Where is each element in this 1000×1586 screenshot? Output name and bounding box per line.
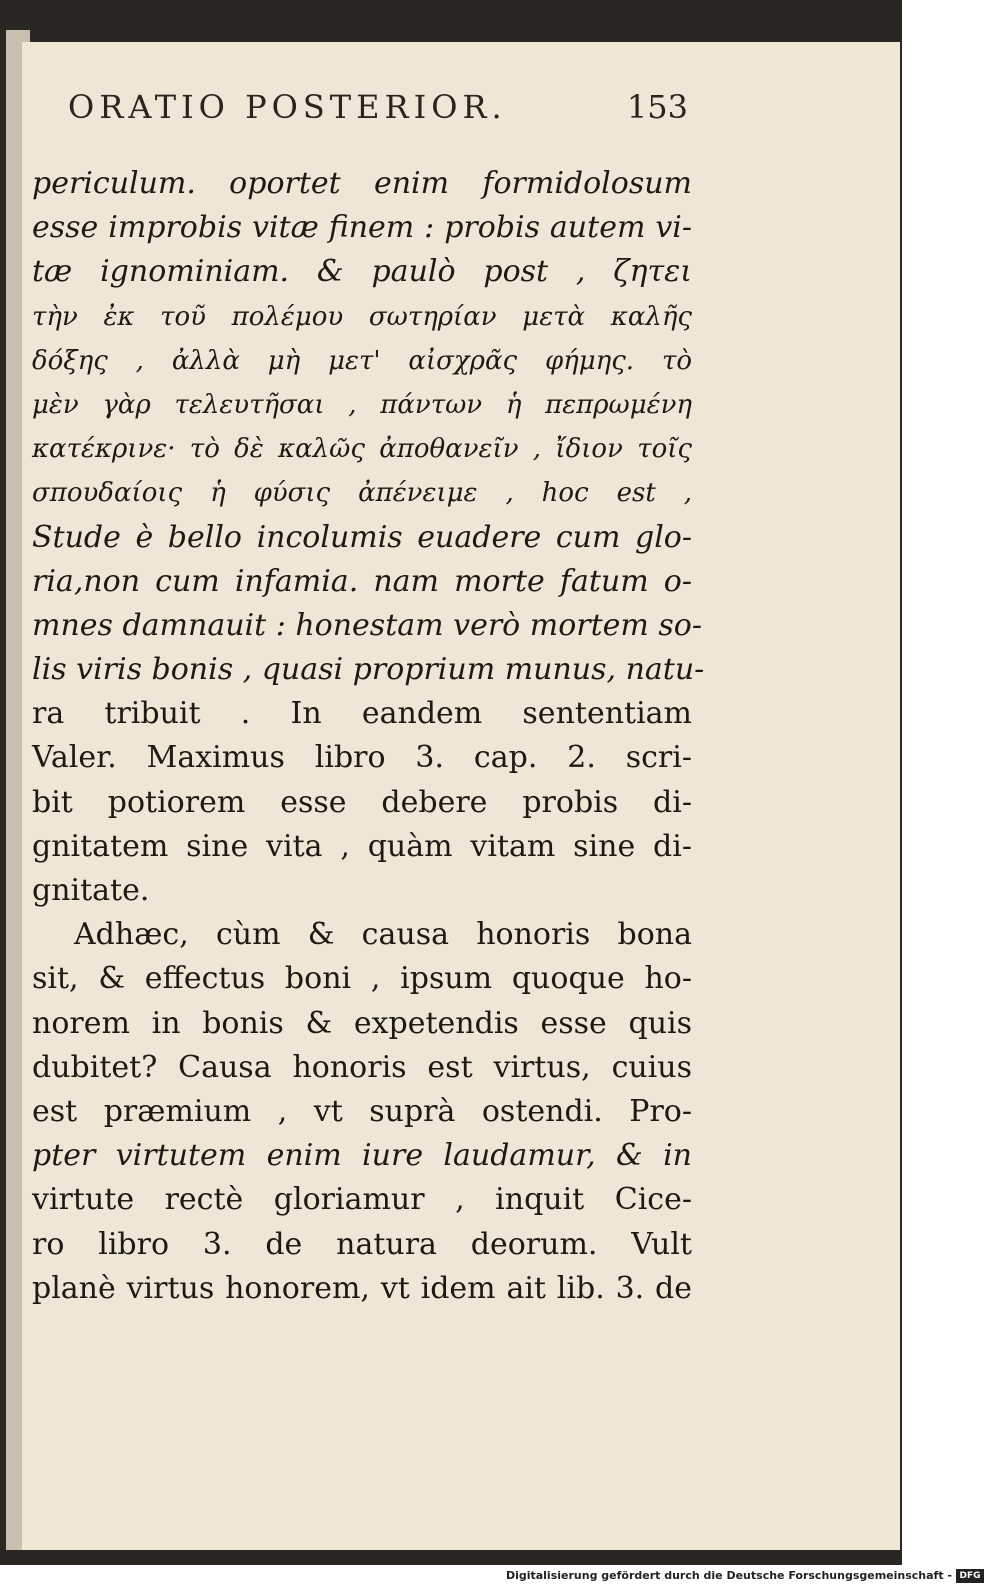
text-line: mnes damnauit : honestam verò mortem so- <box>32 607 703 643</box>
text-line: esse improbis vitæ finem : probis autem vi- <box>32 210 692 246</box>
footer <box>0 1568 1000 1586</box>
text-line: planè virtus honorem, vt idem ait lib. 3. de <box>32 1270 692 1306</box>
page-number: 153 <box>626 88 688 126</box>
text-line: μὲν γὰρ τελευτῆσαι , πάντων ἡ πεπρωμένη <box>32 389 692 420</box>
page-header <box>68 88 688 126</box>
body-text <box>32 162 705 1311</box>
text-line: gnitatem sine vita , quàm vitam sine di- <box>32 828 692 864</box>
text-line: tæ ignominiam. & paulò post , ζητει <box>32 254 692 290</box>
text-line: κατέκρινε· τὸ δὲ καλῶς ἀποθανεῖν , ἴδιον τοῖς <box>32 434 692 465</box>
text-line: pter virtutem enim iure laudamur, & in <box>32 1138 692 1174</box>
text-line: δόξης , ἀλλὰ μὴ μετ' αἰσχρᾶς φήμης. τὸ <box>32 345 692 376</box>
text-line: lis viris bonis , quasi proprium munus, natu- <box>32 652 705 688</box>
text-line: ria,non cum infamia. nam morte fatum o- <box>32 563 692 599</box>
text-line: Stude è bello incolumis euadere cum glo- <box>32 519 692 555</box>
text-line: ra tribuit . In eandem sententiam <box>32 696 692 732</box>
text-line: virtute rectè gloriamur , inquit Cice- <box>32 1182 692 1218</box>
text-line: Valer. Maximus libro 3. cap. 2. scri- <box>32 740 692 776</box>
text-line: σπουδαίοις ἡ φύσις ἀπένειμε , hoc est , <box>32 478 692 509</box>
funding-credit: Digitalisierung gefördert durch die Deutsche Forschungsgemeinschaft - <box>505 1569 952 1582</box>
text-line: τὴν ἐκ τοῦ πολέμου σωτηρίαν μετὰ καλῆς <box>32 301 692 332</box>
text-line: gnitate. <box>32 873 150 908</box>
text-line: est præmium , vt suprà ostendi. Pro- <box>32 1093 692 1129</box>
text-line: norem in bonis & expetendis esse quis <box>32 1005 692 1041</box>
text-line: dubitet? Causa honoris est virtus, cuius <box>32 1049 692 1085</box>
text-line: Adhæc, cùm & causa honoris bona <box>74 917 692 953</box>
running-title: ORATIO POSTERIOR. <box>68 88 507 126</box>
text-line: periculum. oportet enim formidolosum <box>32 166 692 201</box>
text-line: bit potiorem esse debere probis di- <box>32 784 692 820</box>
text-line: ro libro 3. de natura deorum. Vult <box>32 1226 692 1262</box>
dfg-logo: DFG <box>956 1569 984 1583</box>
text-line: sit, & effectus boni , ipsum quoque ho- <box>32 961 692 997</box>
